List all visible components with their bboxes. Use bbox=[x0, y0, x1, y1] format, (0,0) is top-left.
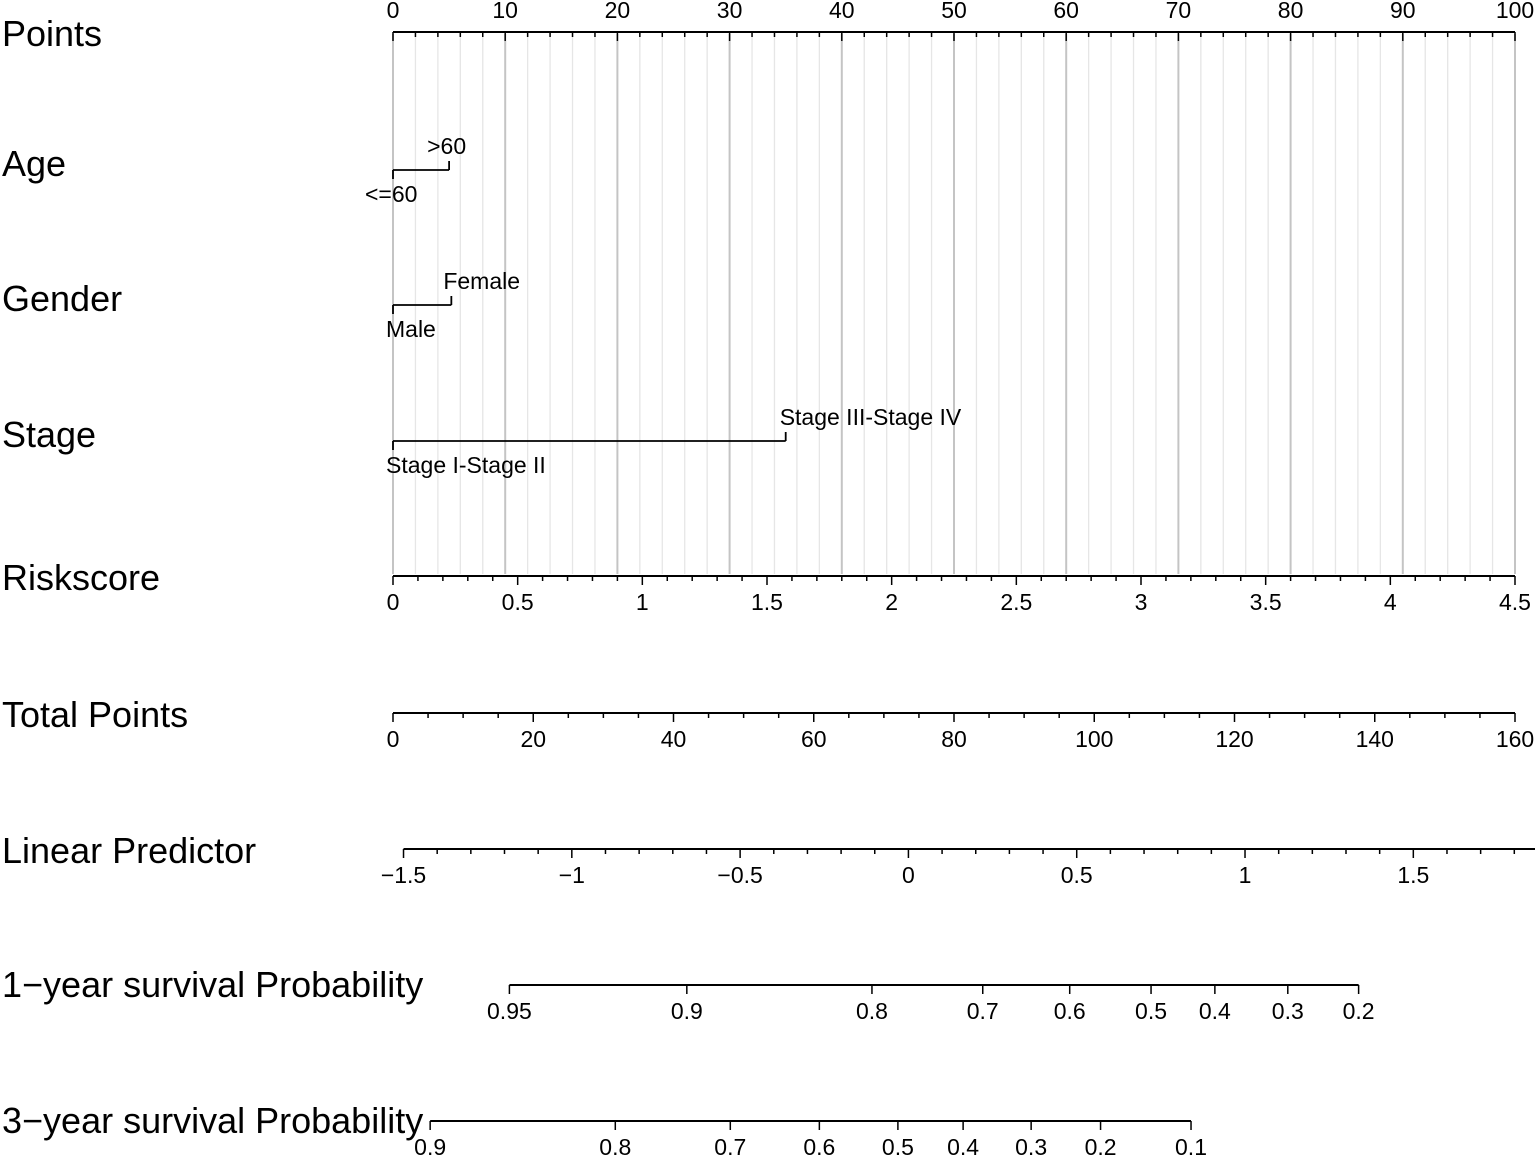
linear-predictor-tick-label: −0.5 bbox=[717, 862, 763, 888]
survival-1yr-tick-label: 0.7 bbox=[966, 998, 999, 1024]
riskscore-tick-label: 0 bbox=[386, 589, 400, 615]
points-tick-label: 40 bbox=[829, 0, 855, 23]
total-points-tick-label: 20 bbox=[520, 726, 547, 752]
stage-label: Stage bbox=[2, 414, 97, 455]
riskscore-tick-label: 2 bbox=[885, 589, 899, 615]
age-level-label: >60 bbox=[427, 133, 467, 159]
riskscore-tick-label: 3 bbox=[1134, 589, 1148, 615]
linear-predictor-tick-label: −1 bbox=[558, 862, 585, 888]
survival-1yr-tick-label: 0.4 bbox=[1198, 998, 1231, 1024]
linear-predictor-label: Linear Predictor bbox=[2, 830, 257, 871]
points-tick-label: 90 bbox=[1390, 0, 1416, 23]
age-level-label: <=60 bbox=[365, 181, 418, 207]
survival-1yr-tick-label: 0.3 bbox=[1271, 998, 1304, 1024]
survival-1yr-tick-label: 0.95 bbox=[487, 998, 532, 1024]
linear-predictor-tick-label: 1 bbox=[1238, 862, 1252, 888]
survival-3yr-tick-label: 0.8 bbox=[599, 1134, 632, 1155]
total-points-tick-label: 140 bbox=[1355, 726, 1394, 752]
linear-predictor-tick-label: 1.5 bbox=[1397, 862, 1430, 888]
survival-1yr-tick-label: 0.8 bbox=[855, 998, 888, 1024]
survival-3yr-tick-label: 0.3 bbox=[1015, 1134, 1048, 1155]
riskscore-tick-label: 4.5 bbox=[1499, 589, 1531, 615]
points-tick-label: 70 bbox=[1165, 0, 1192, 23]
survival-1yr-tick-label: 0.6 bbox=[1053, 998, 1086, 1024]
total-points-tick-label: 100 bbox=[1075, 726, 1114, 752]
survival-1yr-label: 1−year survival Probability bbox=[2, 964, 424, 1005]
stage-level-label: Stage III-Stage IV bbox=[779, 404, 962, 430]
points-tick-label: 60 bbox=[1053, 0, 1079, 23]
riskscore-tick-label: 3.5 bbox=[1249, 589, 1282, 615]
survival-3yr-tick-label: 0.2 bbox=[1084, 1134, 1117, 1155]
survival-1yr-tick-label: 0.5 bbox=[1135, 998, 1168, 1024]
total-points-label: Total Points bbox=[2, 694, 189, 735]
total-points-tick-label: 0 bbox=[386, 726, 400, 752]
survival-3yr-tick-label: 0.5 bbox=[881, 1134, 914, 1155]
gender-level-label: Male bbox=[386, 316, 436, 342]
linear-predictor-tick-label: 0.5 bbox=[1060, 862, 1093, 888]
total-points-tick-label: 60 bbox=[800, 726, 827, 752]
points-axis-label: Points bbox=[2, 13, 103, 54]
survival-1yr-tick-label: 0.2 bbox=[1342, 998, 1375, 1024]
survival-3yr-tick-label: 0.9 bbox=[414, 1134, 447, 1155]
points-tick-label: 10 bbox=[492, 0, 518, 23]
stage-level-label: Stage I-Stage II bbox=[386, 452, 546, 478]
riskscore-tick-label: 1.5 bbox=[751, 589, 783, 615]
linear-predictor-tick-label: 0 bbox=[902, 862, 915, 888]
riskscore-tick-label: 4 bbox=[1383, 589, 1397, 615]
riskscore-tick-label: 0.5 bbox=[501, 589, 534, 615]
total-points-tick-label: 120 bbox=[1215, 726, 1254, 752]
total-points-tick-label: 40 bbox=[660, 726, 687, 752]
survival-3yr-tick-label: 0.6 bbox=[803, 1134, 836, 1155]
survival-3yr-label: 3−year survival Probability bbox=[2, 1100, 424, 1141]
points-tick-label: 100 bbox=[1495, 0, 1535, 23]
points-tick-label: 80 bbox=[1277, 0, 1304, 23]
total-points-tick-label: 80 bbox=[941, 726, 967, 752]
gender-label: Gender bbox=[2, 278, 123, 319]
points-tick-label: 20 bbox=[604, 0, 631, 23]
points-tick-label: 30 bbox=[716, 0, 743, 23]
riskscore-label: Riskscore bbox=[2, 557, 161, 598]
age-label: Age bbox=[2, 143, 67, 184]
points-tick-label: 0 bbox=[386, 0, 400, 23]
riskscore-tick-label: 1 bbox=[635, 589, 649, 615]
total-points-tick-label: 160 bbox=[1495, 726, 1535, 752]
survival-3yr-tick-label: 0.7 bbox=[714, 1134, 747, 1155]
linear-predictor-tick-label: −1.5 bbox=[380, 862, 427, 888]
survival-3yr-tick-label: 0.4 bbox=[947, 1134, 980, 1155]
survival-3yr-tick-label: 0.1 bbox=[1175, 1134, 1208, 1155]
gender-level-label: Female bbox=[443, 268, 521, 294]
survival-1yr-tick-label: 0.9 bbox=[670, 998, 703, 1024]
points-tick-label: 50 bbox=[941, 0, 967, 23]
riskscore-tick-label: 2.5 bbox=[1000, 589, 1033, 615]
